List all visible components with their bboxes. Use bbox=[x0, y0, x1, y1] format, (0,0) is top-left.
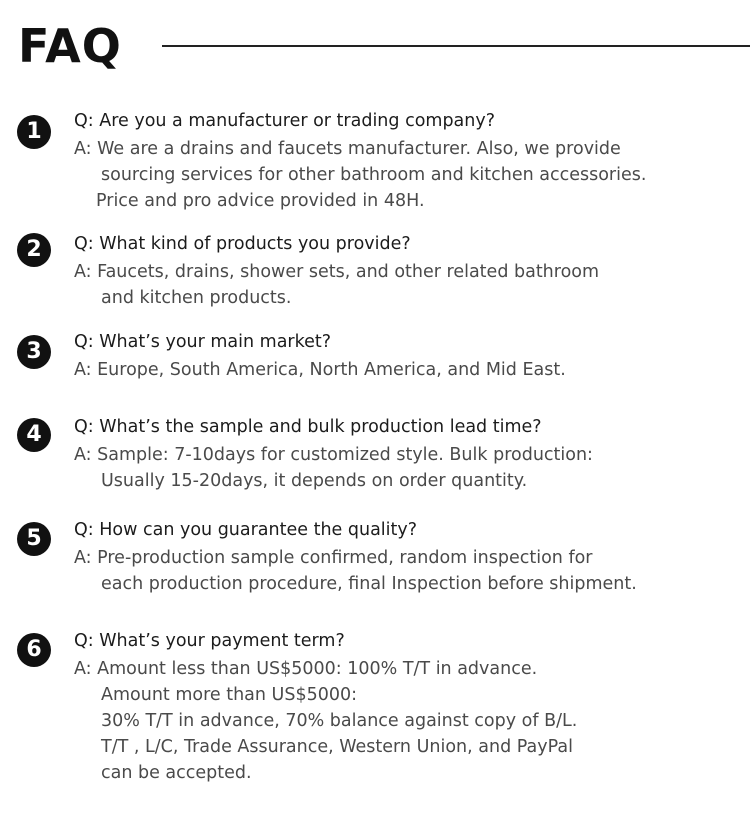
answer-line: A: We are a drains and faucets manufacturer. Also, we provide bbox=[74, 139, 621, 159]
header-divider bbox=[162, 45, 750, 47]
number-badge-4: 4 bbox=[17, 418, 51, 452]
answer-line: 30% T/T in advance, 70% balance against copy of B/L. bbox=[101, 711, 578, 731]
number-badge-6: 6 bbox=[17, 633, 51, 667]
faq-answer-2 bbox=[74, 259, 599, 311]
faq-answer-6 bbox=[74, 656, 577, 786]
answer-line: sourcing services for other bathroom and kitchen accessories. bbox=[101, 165, 647, 185]
number-badge-2: 2 bbox=[17, 233, 51, 267]
number-badge-5: 5 bbox=[17, 522, 51, 556]
faq-answer-4 bbox=[74, 442, 593, 494]
answer-line: A: Europe, South America, North America, and Mid East. bbox=[74, 360, 566, 380]
answer-line: can be accepted. bbox=[101, 763, 252, 783]
number-badge-1: 1 bbox=[17, 115, 51, 149]
number-badge-3: 3 bbox=[17, 335, 51, 369]
answer-line: A: Amount less than US$5000: 100% T/T in advance. bbox=[74, 659, 538, 679]
faq-question-2: Q: What kind of products you provide? bbox=[74, 234, 411, 254]
answer-line: A: Faucets, drains, shower sets, and other related bathroom bbox=[74, 262, 600, 282]
faq-header bbox=[0, 0, 750, 80]
faq-answer-3 bbox=[74, 357, 566, 383]
page-title: FAQ bbox=[18, 19, 122, 73]
answer-line: A: Pre-production sample confirmed, random inspection for bbox=[74, 548, 593, 568]
faq-question-5: Q: How can you guarantee the quality? bbox=[74, 520, 418, 540]
answer-line: Price and pro advice provided in 48H. bbox=[96, 191, 425, 211]
answer-line: each production procedure, final Inspection before shipment. bbox=[101, 574, 637, 594]
faq-question-1: Q: Are you a manufacturer or trading company? bbox=[74, 111, 496, 131]
faq-question-3: Q: What’s your main market? bbox=[74, 332, 332, 352]
answer-line: T/T , L/C, Trade Assurance, Western Union, and PayPal bbox=[101, 737, 573, 757]
faq-question-4: Q: What’s the sample and bulk production lead time? bbox=[74, 417, 542, 437]
faq-answer-1 bbox=[74, 136, 646, 214]
answer-line: Amount more than US$5000: bbox=[101, 685, 358, 705]
faq-answer-5 bbox=[74, 545, 637, 597]
answer-line: A: Sample: 7-10days for customized style. Bulk production: bbox=[74, 445, 593, 465]
answer-line: Usually 15-20days, it depends on order quantity. bbox=[101, 471, 528, 491]
answer-line: and kitchen products. bbox=[101, 288, 292, 308]
faq-question-6: Q: What’s your payment term? bbox=[74, 631, 345, 651]
